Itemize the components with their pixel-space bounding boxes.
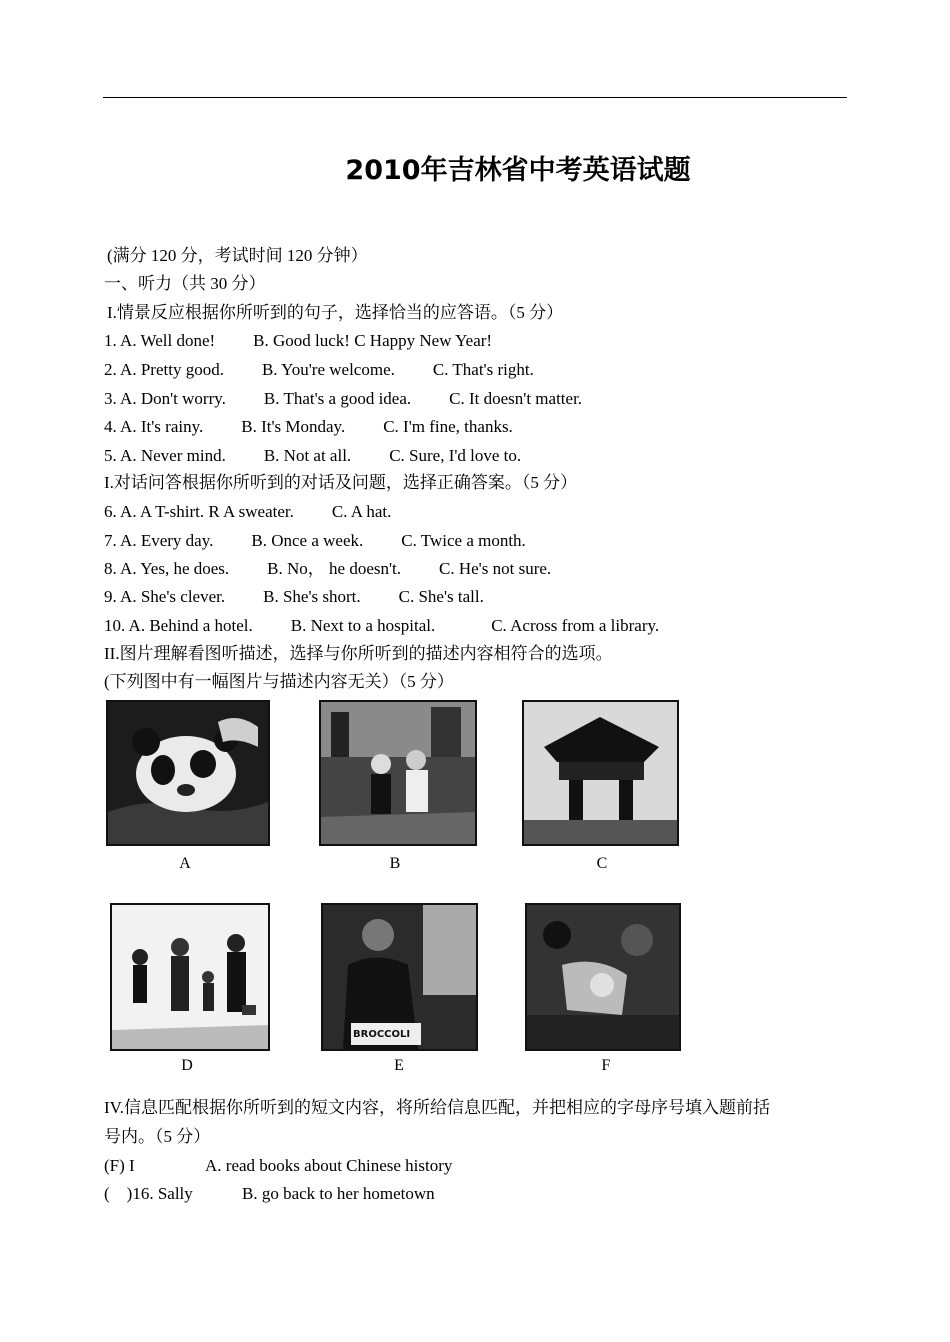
option-c: C. Twice a month. <box>401 531 526 550</box>
option-b: B. Good luck! C Happy New Year! <box>253 331 493 350</box>
broccoli-sign: BROCCOLI <box>353 1029 411 1040</box>
part2-heading: I.对话问答根据你所听到的对话及问题，选择正确答案。（5 分） <box>104 473 578 492</box>
option-c: C. Sure, I'd love to. <box>389 446 522 465</box>
option-a: 1. A. Well done! <box>104 331 216 350</box>
option-a: 4. A. It's rainy. <box>104 417 204 436</box>
question-7 <box>104 530 526 552</box>
question-6 <box>104 501 391 523</box>
question-8 <box>104 558 551 580</box>
section-heading: 一、听力（共 30 分） <box>104 274 266 293</box>
option-a: 8. A. Yes, he does. <box>104 559 230 578</box>
caption-d: D <box>181 1057 193 1074</box>
crowd-image <box>527 905 679 1049</box>
option-b: B. You're welcome. <box>261 360 395 379</box>
caption-c: C <box>596 855 608 872</box>
option-a: 2. A. Pretty good. <box>104 360 224 379</box>
question-3 <box>104 388 582 410</box>
caption-b: B <box>389 855 401 872</box>
pavilion-image <box>524 702 677 844</box>
option-b: B. It's Monday. <box>241 417 346 436</box>
picture-c-pavilion <box>522 700 679 846</box>
picture-d-family <box>110 903 270 1051</box>
question-4 <box>104 416 513 438</box>
part4-heading: IV.信息匹配根据你所听到的短文内容，将所给信息匹配，并把相应的字母序号填入题前括 <box>104 1098 770 1117</box>
question-5 <box>104 445 521 467</box>
match-left: ( )16. Sally <box>104 1184 193 1203</box>
page-title: 2010年吉林省中考英语试题 <box>345 155 691 186</box>
match-left: (F) I <box>104 1156 135 1175</box>
option-a: 7. A. Every day. <box>104 531 214 550</box>
caption-f: F <box>601 1057 611 1074</box>
option-c: C. Across from a library. <box>491 616 660 635</box>
match-row-2 <box>104 1183 435 1205</box>
panda-image <box>108 702 268 844</box>
option-a: 6. A. A T-shirt. R A sweater. <box>104 502 294 521</box>
option-a: 10. A. Behind a hotel. <box>104 616 253 635</box>
exam-info: (满分 120 分，考试时间 120 分钟） <box>107 246 368 265</box>
question-10 <box>104 615 659 637</box>
option-b: B. That's a good idea. <box>263 389 412 408</box>
picture-e-market <box>321 903 478 1051</box>
question-1 <box>104 330 492 352</box>
option-b: B. Next to a hospital. <box>290 616 436 635</box>
match-right: A. read books about Chinese history <box>205 1156 453 1175</box>
market-image <box>323 905 476 1049</box>
option-b: B. She's short. <box>263 587 361 606</box>
option-c: C. That's right. <box>432 360 534 379</box>
part4-heading-cont: 号内。（5 分） <box>104 1127 211 1146</box>
option-c: C. A hat. <box>331 502 392 521</box>
match-row-1 <box>104 1155 452 1177</box>
option-b: B. Once a week. <box>251 531 364 550</box>
match-right: B. go back to her hometown <box>242 1184 435 1203</box>
question-9 <box>104 586 484 608</box>
header-rule <box>103 97 847 98</box>
picture-f-crowd <box>525 903 681 1051</box>
option-c: C. I'm fine, thanks. <box>383 417 513 436</box>
part3-note: (下列图中有一幅图片与描述内容无关）（5 分） <box>104 672 454 691</box>
option-a: 9. A. She's clever. <box>104 587 226 606</box>
option-b: B. Not at all. <box>263 446 352 465</box>
part3-heading: II.图片理解看图听描述，选择与你所听到的描述内容相符合的选项。 <box>104 644 613 663</box>
children-image <box>321 702 475 844</box>
option-c: C. It doesn't matter. <box>449 389 583 408</box>
option-a: 5. A. Never mind. <box>104 446 226 465</box>
picture-b-children <box>319 700 477 846</box>
option-c: C. She's tall. <box>398 587 484 606</box>
caption-a: A <box>179 855 191 872</box>
question-2 <box>104 359 534 381</box>
part1-heading: I.情景反应根据你所听到的句子，选择恰当的应答语。（5 分） <box>107 303 564 322</box>
caption-e: E <box>394 1057 404 1074</box>
option-c: C. He's not sure. <box>439 559 552 578</box>
family-image <box>112 905 268 1049</box>
option-a: 3. A. Don't worry. <box>104 389 226 408</box>
picture-a-panda <box>106 700 270 846</box>
option-b: B. No， he doesn't. <box>267 559 402 578</box>
